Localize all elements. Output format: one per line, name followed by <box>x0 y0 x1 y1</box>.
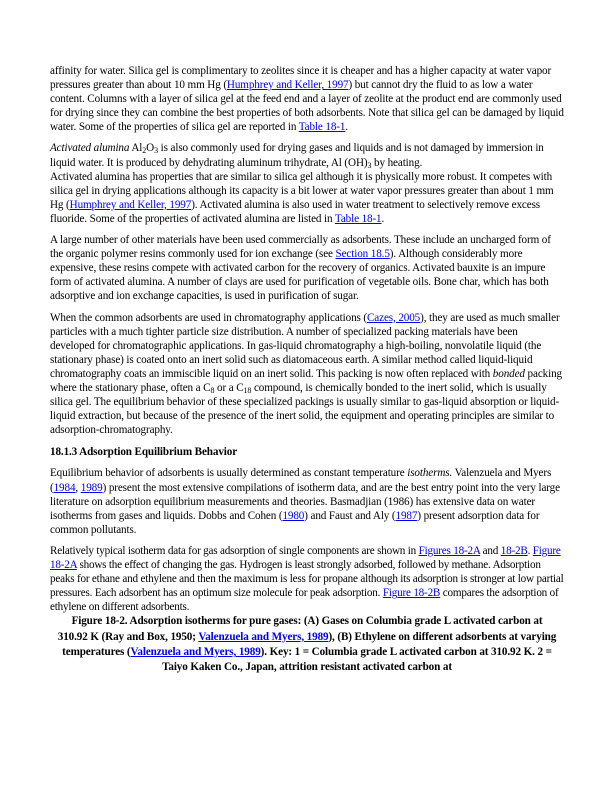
text: is also commonly used for drying gases and liquids and is not damaged by immersion in liquid water. It is produced by dehydrating aluminum trihydrate, Al (OH) <box>50 142 544 169</box>
subscript: 3 <box>367 160 372 170</box>
document-page <box>50 64 564 676</box>
subscript: 2 <box>142 146 147 156</box>
text: ). Key: 1 = Columbia grade L activated carbon at 310.92 K. 2 = Taiyo Kaken Co., Japan, attrition resistant activated carbon at <box>162 645 552 674</box>
figure-18-2b-link[interactable]: 18-2B <box>500 544 528 557</box>
text: . <box>527 544 533 557</box>
text: Figure 18-2. Adsorption isotherms for pure gases: (A) Gases on Columbia grade L activated carbon at 310.92 K (Ray and Box, 1950; <box>57 615 543 643</box>
citation-link-1984[interactable]: 1984 <box>53 481 76 494</box>
text: Equilibrium behavior of adsorbents is usually determined as constant temperature <box>50 467 408 480</box>
term-isotherms: isotherms. <box>407 467 453 480</box>
text: ). Although considerably more expensive, these resins compete with activated carbon for the recovery of organics. Activated bauxite is an impure form of activated alumina. A number of clays are used for purification of vegetable oils. Bone char, which has both adsorptive and ion exchange capacities, is used in purification of sugar. <box>50 248 549 303</box>
text: ) and Faust and Aly ( <box>304 509 396 522</box>
text: , <box>75 481 81 494</box>
figure-18-2a-link[interactable]: Figures 18-2A <box>418 544 481 557</box>
text: compound, is chemically bonded to the inert solid, which is usually silica gel. The equilibrium behavior of these specialized packings is usually similar to gas-liquid absorption or liquid-liquid extraction, but because of the presence of the inert solid, the equipment and operating principles are similar to adsorption-chromatography. <box>50 381 560 437</box>
paragraph-isotherm-data <box>50 544 564 614</box>
citation-link-valenzuela-myers[interactable]: Valenzuela and Myers, 1989 <box>198 630 329 643</box>
table-18-1-link[interactable]: Table 18-1 <box>334 212 382 225</box>
citation-link-humphrey-keller[interactable]: Humphrey and Keller, 1997 <box>226 79 349 92</box>
text: ) present adsorption data for common pollutants. <box>50 509 540 536</box>
text: O <box>146 142 155 155</box>
citation-link-1989[interactable]: 1989 <box>80 481 103 494</box>
text: . <box>345 121 349 134</box>
text: or a C <box>214 381 244 394</box>
text: shows the effect of changing the gas. Hydrogen is least strongly adsorbed, followed by methane. Adsorption peaks for ethane and ethylene and then the maximum is less for propane although its adsorption is stronger at low partial pressures. Each adsorbent has an optimum size molecule for peak adsorption. <box>50 559 564 600</box>
figure-18-2a-link[interactable]: Figure 18-2A <box>50 544 561 571</box>
text: affinity for water. Silica gel is complimentary to zeolites since it is cheaper and has a higher capacity at water vapor pressures greater than about 10 mm Hg ( <box>50 65 552 92</box>
citation-link-1987[interactable]: 1987 <box>395 509 418 522</box>
paragraph-equilibrium-behavior <box>50 466 564 536</box>
section-heading: 18.1.3 Adsorption Equilibrium Behavior <box>50 446 238 459</box>
text: Valenzuela and Myers ( <box>50 467 552 494</box>
text: When the common adsorbents are used in chromatography applications ( <box>50 311 367 324</box>
citation-link-cazes[interactable]: Cazes, 2005 <box>367 311 421 324</box>
table-18-1-link[interactable]: Table 18-1 <box>298 121 346 134</box>
text: Relatively typical isotherm data for gas adsorption of single components are shown in <box>50 544 419 557</box>
text: packing where the stationary phase, often a C <box>50 367 562 394</box>
figure-18-2b-link[interactable]: Figure 18-2B <box>382 587 441 600</box>
text: by heating. <box>371 156 423 169</box>
paragraph-activated-alumina-properties <box>50 170 564 226</box>
subscript: 3 <box>154 146 158 156</box>
term-bonded: bonded <box>492 367 525 380</box>
term-activated-alumina: Activated alumina <box>50 142 130 155</box>
citation-link-1980[interactable]: 1980 <box>282 509 305 522</box>
text: . <box>381 212 385 225</box>
paragraph-other-materials <box>50 233 564 303</box>
text: Al <box>129 142 143 155</box>
figure-caption <box>56 614 558 675</box>
text: ). Activated alumina is also used in water treatment to selectively remove excess fluoride. Some of the properties of activated alumina are listed in <box>50 198 541 225</box>
text: ), (B) Ethylene on different adsorbents at varying temperatures ( <box>62 630 557 658</box>
text: Activated alumina has properties that are similar to silica gel although it is physically more robust. It competes with silica gel in drying applications although its capacity is a bit lower at water vapor pressures greater than about 1 mm Hg ( <box>50 170 554 211</box>
section-18-5-link[interactable]: Section 18.5 <box>335 248 390 261</box>
text: ) but cannot dry the fluid to as low a water content. Columns with a layer of silica gel at the feed end and a layer of zeolite at the product end are commonly used for drying since they can combine the best properties of both adsorbents. Note that silica gel can be damaged by liquid water. Some of the properties of silica gel are reported in <box>50 79 564 134</box>
citation-link-valenzuela-myers[interactable]: Valenzuela and Myers, 1989 <box>130 645 261 658</box>
citation-link-humphrey-keller[interactable]: Humphrey and Keller, 1997 <box>69 198 192 211</box>
text: and <box>480 544 501 557</box>
text: A large number of other materials have been used commercially as adsorbents. These include an uncharged form of the organic polymer resins commonly used for ion exchange (see <box>50 234 551 261</box>
text: ), they are used as much smaller particles with a much tighter particle size distribution. A number of specialized packing materials have been developed for chromatographic applications. In gas-liquid chromatography a high-boiling, nonvolatile liquid (the stationary phase) is coated onto an inert solid such as diatomaceous earth. A similar method called liquid-liquid chromatography coats an immiscible liquid on an inert solid. This packing is now often replaced with <box>50 311 560 380</box>
paragraph-activated-alumina-intro <box>50 141 564 169</box>
text: ) present the most extensive compilations of isotherm data, and are the best entry point into the very large literature on adsorption equilibrium measurements and theories. Basmadjian (1986) has extensive data on water isotherms from gases and liquids. Dobbs and Cohen ( <box>50 481 560 522</box>
subscript: 8 <box>210 385 215 395</box>
text: compares the adsorption of ethylene on different adsorbents. <box>50 587 559 614</box>
subscript: 18 <box>243 385 252 395</box>
paragraph-silica-gel <box>50 64 564 134</box>
paragraph-chromatography <box>50 311 564 438</box>
